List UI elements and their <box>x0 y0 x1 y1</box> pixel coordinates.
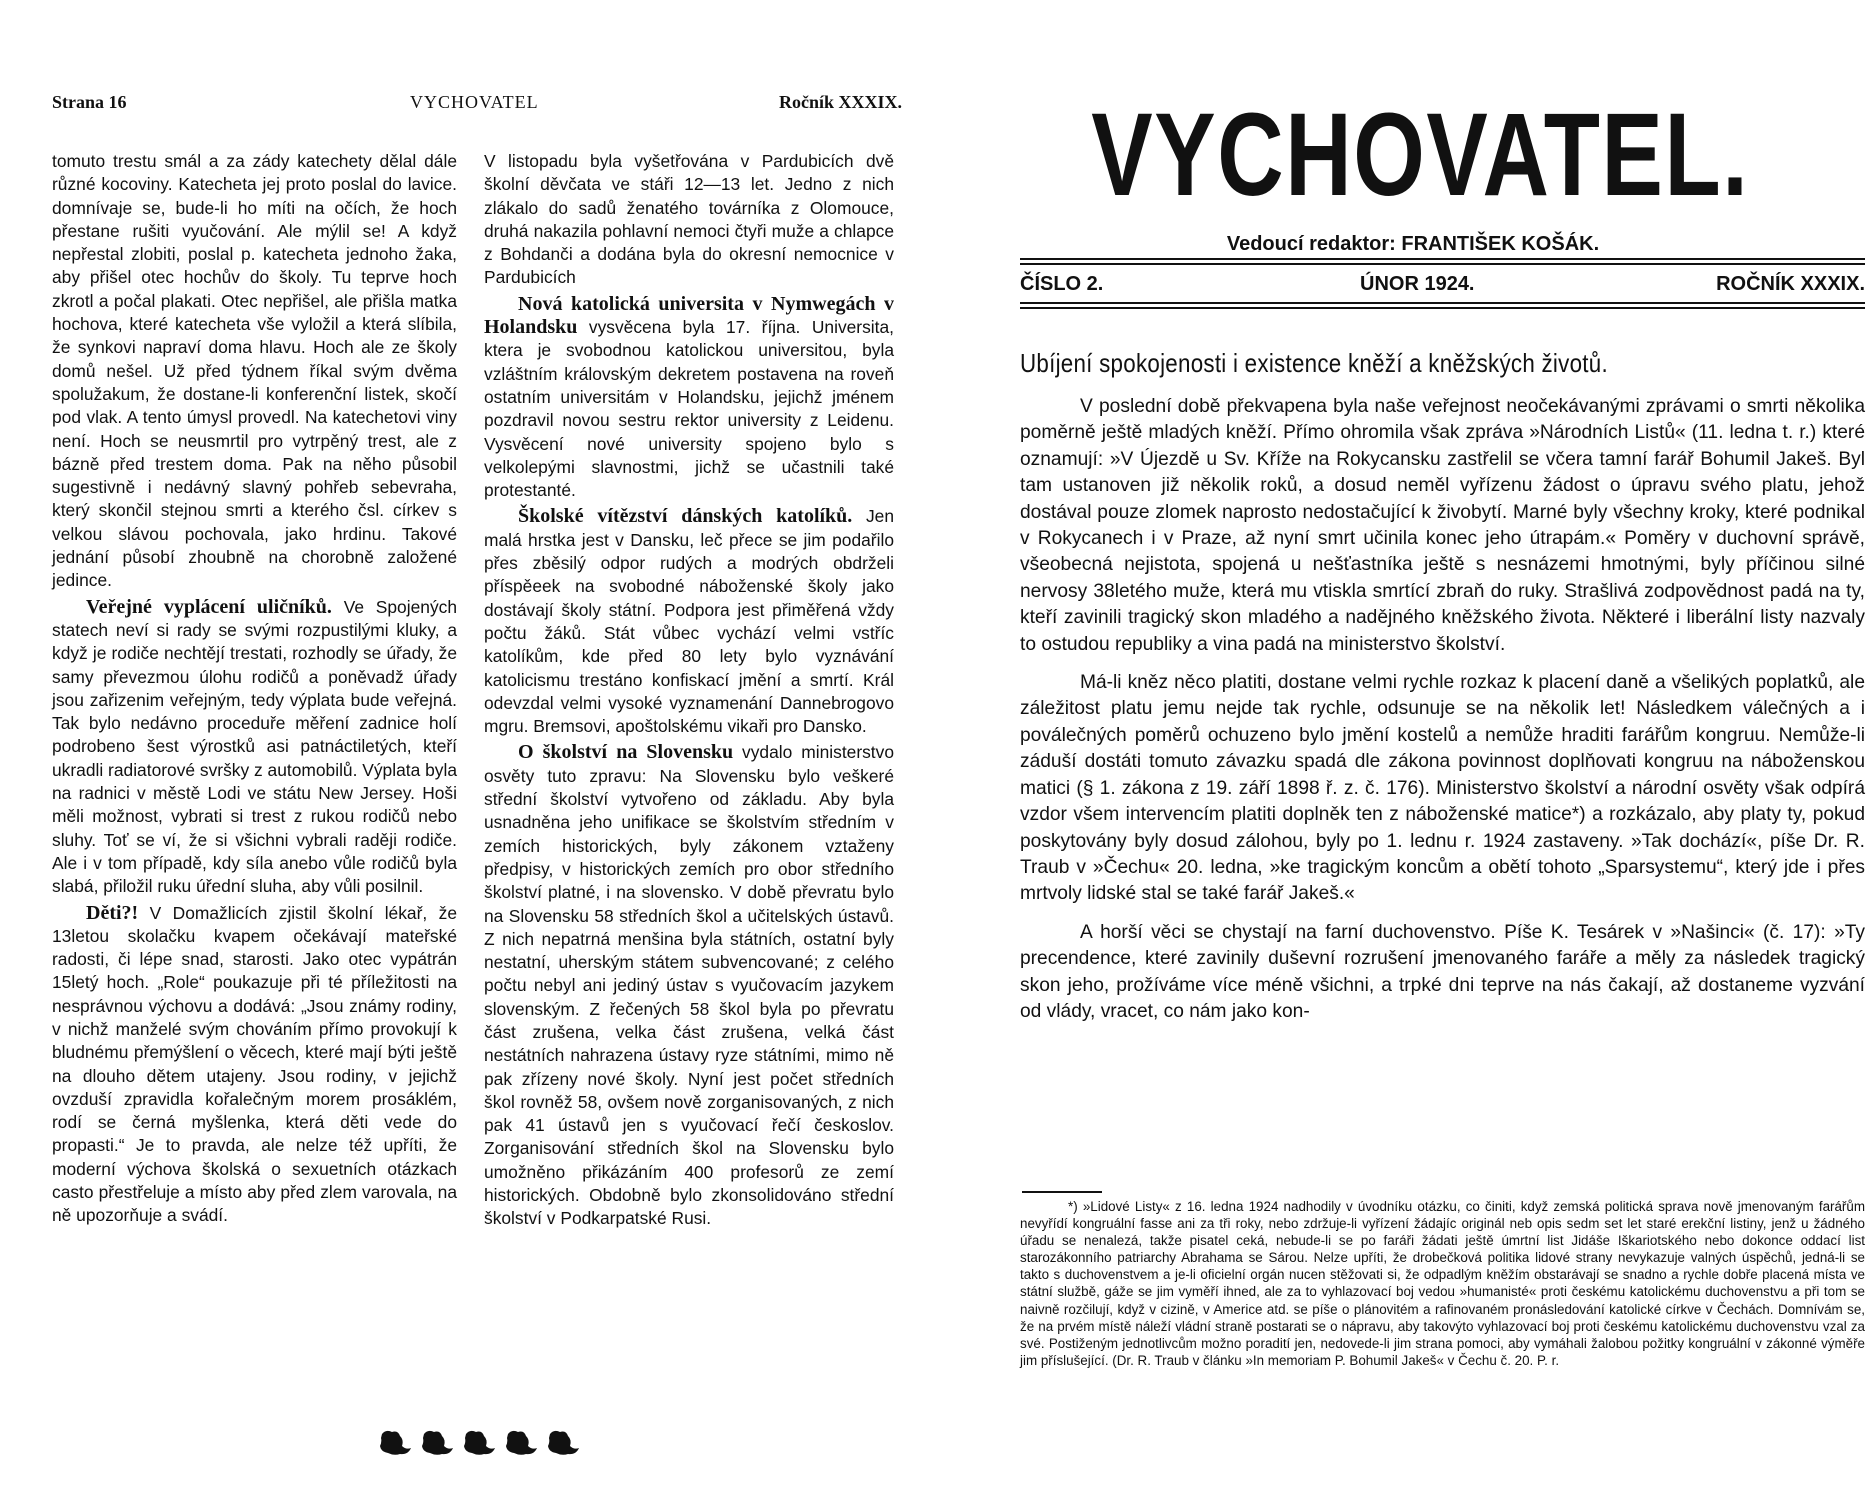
article-paragraph <box>484 505 894 738</box>
article-text: Jen malá hrstka jest v Dansku, leč přece se jim podařilo přes zběsilý odpor rudých a modrých obdrželi příspěeek na svobodné náboženské školy jako dostávají školy státní. Podpora jest přiměřená vždy počtu žáků. Stát vůbec vychází velmi vstříc katolíkům, kde před 80 lety bylo vyznávání katolicismu trestáno konfiskací jmění a smrtí. Král odevzdal velmi vysoké vyznamenání Dannebrogovo mgru. Bremsovi, apoštolskému vikaři pro Dansko. <box>484 506 894 737</box>
ornament-row <box>378 1428 580 1458</box>
masthead-title: VYCHOVATEL. <box>1091 89 1750 221</box>
ornament-icon <box>504 1428 538 1458</box>
masthead-rule-top <box>1020 258 1865 268</box>
article-text: vydalo ministerstvo osvěty tuto zpravu: Na Slovensku bylo veškeré střední školství vytvořeno od základu. Aby byla usnadněna jeho unifikace se školstvím středním v zemích historických, byly zákonem vztaženy předpisy, v historických zemích pro obor středního školství platné, i na slovensko. V době převratu bylo na Slovensku 58 středních škol a učitelských ústavů. Z nich nepatrná menšina byla státních, ostatní byly nestatní, uherským státem subvencované; z celého počtu nebyl ani jediný ústav s vyučovacím jazykem slovenským. Z řečených 58 škol byla po převratu část zrušena, velka část zrušena, velká část nestátních nahrazena ústavy ryze státními, mimo ně pak zřízeny nové školy. Nyní jest počet středních škol rovněž 58, ovšem nově zorganisovaných, z nich pak 41 ústavů jen s vyučovací řečí českoslov. Zorganisování středních škol na Slovensku bylo umožněno přikázáním 400 profesorů ze zemí historických. Obdobně bylo zkonsolidováno střední školství v Podkarpatské Rusi. <box>484 742 895 1229</box>
article-paragraph: Má-li kněz něco platiti, dostane velmi rychle rozkaz k placení daně a všelikých poplatků, ale záležitost platu jemu nejde tak rychle, odsunuje se na několik let! Následkem válečných a i poválečných poměrů ochuzeno bylo jmění kostelů a nemůže hraditi farářům kongruu. Nemůže-li záduší dostáti tomuto závazku spadá dle zákona povinnost doplňovati kongruu na náboženskou matici (§ 1. zákona z 19. září 1898 ř. z. č. 176). Ministerstvo školství a národní osvěty však odpírá vzdor všem intervencím platiti doplněk ten z náboženské matice*) a rozkázalo, aby platy ty, pokud poskytovány byly dosud zálohou, byly po 1. lednu r. 1924 zastaveny. »Tak dochází«, píše Dr. R. Traub v »Čechu« 20. ledna, »ke tragickým koncům a obětí tohoto „Sparsystemu“, který jde i přes mrtvoly lidské stal se také farář Jakeš.« <box>1020 672 1865 905</box>
page-number: Strana 16 <box>52 92 127 112</box>
footnote <box>1020 1198 1865 1369</box>
article-paragraph <box>484 293 894 503</box>
article-text: V Domažlicích zjistil školní lékař, že 13letou skolačku kvapem očekávají mateřské radosti, či lépe snad, starosti. Jako otec vypátrán 15letý hoch. „Role“ poukazuje při té příležitosti na nesprávnou výchovu a dodává: „Jsou známy rodiny, v nichž manželé svým chováním přímo provokují k bludnému přemýšlení o věcech, které mají býti ještě na dlouho dětem utajeny. Jsou rodiny, v jejichž ovzduší zpravidla kořalečným morem prosáklém, rodí se černá myšlenka, která děti vede do propasti.“ Je to pravda, ale nelze též upříti, že moderní výchova školská o sexuetních otázkach casto přestřeluje a místo aby před zlem varovala, na ně upozorňuje a svádí. <box>52 902 457 1226</box>
footnote-rule <box>1022 1191 1102 1193</box>
article-heading: Děti?! <box>86 901 139 924</box>
ornament-icon <box>546 1428 580 1458</box>
left-column-2 <box>484 150 894 1231</box>
article-heading: Veřejné vyplácení uličníků. <box>86 595 332 618</box>
article-paragraph <box>52 596 457 899</box>
article-text: Ve Spojených statech neví si rady se svými rozpustilými kluky, a když je rodiče nechtějí trestati, rozhodly se úřady, že samy převezmou úlohu rodičů a poněvadž úřady jsou zařizenim veřejným, tedy výplata bude veřejná. Tak bylo nedávno proceduře měření zadnice holí podrobeno šest výrostků asi patnáctiletých, kteří ukradli radiatorové svršky z automobilů. Výplata byla na radnici v městě Lodi ve státu New Jersey. Hoši měli možnost, vybrati si trest z rukou rodičů nebo sluhy. Toť se ví, že si všichni vybrali raději rodiče. Ale i v tom případě, kdy síla anebo vůle rodičů byla slabá, přiložil ruku úřední sluha, aby vůli posilnil. <box>52 596 458 897</box>
masthead-rule-bottom <box>1020 302 1865 312</box>
issue-date: ÚNOR 1924. <box>1360 273 1475 295</box>
article-text: vysvěcena byla 17. října. Universita, ktera je svobodnou katolickou universitou, byla vzláštním královským dekretem postavena na roveň ostatním universitám v Holandsku, jejichž jménem pozdravil novou sestru rektor university z Leidenu. Vysvěcení nové university spojeno bylo s velkolepými slavnostmi, jichž se učastnili také protestanté. <box>484 317 894 501</box>
article-text: V listopadu byla vyšetřována v Pardubicích dvě školní děvčata ve stáři 12—13 let. Jedno z nich zlákalo do sadů ženatého továrníka z Olomouce, druhá nakazila pohlavní nemoci čtyři muže a chlapce z Bohdanči a dodána byla do okresní nemocnice v Pardubicích <box>484 151 894 288</box>
article-heading: Nová katolická universita v Nymwegách v Holandsku <box>484 292 894 339</box>
article-body <box>1020 394 1865 1025</box>
ornament-icon <box>462 1428 496 1458</box>
volume-label: Ročník XXXIX. <box>778 92 902 112</box>
article-paragraph <box>484 741 894 1230</box>
ornament-icon <box>420 1428 454 1458</box>
article-paragraph <box>484 150 894 290</box>
article-paragraph <box>52 150 457 593</box>
article-title: Ubíjení spokojenosti i existence kněží a kněžských životů. <box>1020 348 1608 378</box>
journal-name: VYCHOVATEL <box>410 92 539 112</box>
editor-line: Vedoucí redaktor: FRANTIŠEK KOŠÁK. <box>1226 233 1600 255</box>
article-heading: O školství na Slovensku <box>518 741 734 764</box>
article-heading: Školské vítězství dánských katolíků. <box>518 505 853 528</box>
article-paragraph <box>52 902 457 1228</box>
article-paragraph: V poslední době překvapena byla naše veřejnost neočekávanými zprávami o smrti několika poměrně ještě mladých kněží. Přímo ohromila však zpráva »Národních Listů« (11. ledna t. r.) které oznamují: »V Újezdě u Sv. Kříže na Rokycansku zastřelil se včera tamní farář Bohumil Jakeš. Byl tam ustanoven již několik roků, a dosud neměl vyřízenu žádost o úpravu svého platu, jehož dostával pouze zlomek naprosto nedostačující k živobytí. Marné byly všechny kroky, které podnikal v Rokycanech i v Praze, až nyní smrt učinila konec jeho útrapám.« Poměry v duchovní správě, všeobecná nejistota, spojená u nešťastníka ještě s nesnázemi hmotnými, byly příčinou silné nervosy 38letého muže, která mu vtiskla smrtící zbraň do ruky. Strašlivá zodpovědnost padá na ty, kteří zavinili tragický skon mladého a nadějného kněžského života. Některé i liberální listy nazvaly to ostudou republiky a vina padá na ministerstvo školství. <box>1020 396 1865 655</box>
running-head <box>52 92 902 116</box>
right-page <box>960 0 1866 1500</box>
article-text: tomuto trestu smál a za zády katechety dělal dále různé kocoviny. Katecheta jej proto poslal do lavice. domnívaje se, bude-li ho míti na očích, že hoch přestane rušiti vyučování. Ale mýlil se! A když nepřestal zlobiti, poslal p. katecheta jednoho žaka, aby přišel otec hochův do školy. Tu teprve hoch zkrotl a počal plakati. Otec nepřišel, ale přišla matka hochova, které katecheta vše vyložil a která slíbila, že synkovi napraví doma hlavu. Hoch ale ze školy domů nešel. Už před týdnem říkal svým dvěma spolužakum, že dostane-li konferenční listek, skočí pod vlak. A tento úmysl provedl. Na katechetovi viny není. Hoch se neusmrtil pro vytrpěný trest, ale z bázně před trestem doma. Pak na něho působil sugestivně i nedávný slavný pohřeb sebevraha, který skončil stejnou smrti a kterého čsl. církev s velkou slávou pochovala, jako hrdinu. Takové jednání působí zhoubně na chorobně založené jedince. <box>52 151 457 591</box>
issue-line <box>1020 273 1865 299</box>
issue-number: ČÍSLO 2. <box>1020 273 1104 295</box>
ornament-icon <box>378 1428 412 1458</box>
volume-number: ROČNÍK XXXIX. <box>1716 273 1865 295</box>
article-paragraph: A horší věci se chystají na farní duchovenstvo. Píše K. Tesárek v »Našinci« (č. 17): »Ty precendence, které zavinily duševní rozrušení jmenovaného faráře a měly za následek tragický skon jeho, prožíváme více méně všichni, a trpké dni teprve na nás čakají, až dostaneme vyzvání od vlády, vracet, co nám jako kon- <box>1020 921 1865 1022</box>
left-column-1 <box>52 150 457 1228</box>
footnote-text: *) »Lidové Listy« z 16. ledna 1924 nadhodily v úvodníku otázku, co činiti, když zemská politická sprava nově jmenovaným farářům nevyřídí kongruální fasse ani za tři roky, nebo zdržuje-li vyřízení žádajíc originál neb opis sedm set let staré erekční listiny, jenž u žádného úřadu se nenalezá, takže pisatel ceká, nebude-li se po faráři žádati ještě úmrtní list Jidáše Iškariotského nebo dokonce oddací list starozákonního patriarchy Abrahama se Sárou. Nelze upříti, že drobečková politika lidové strany nevykazuje valných úspěchů, jedná-li se takto s duchovenstvem a je-li oficielní orgán nucen stěžovati si, že odpadlým kněžím obstarávají se snadno a rychle dobře placená místa ve státní službě, gáže se jim vyměří ihned, ale za to vyhlazovací boj vedou »humanisté« proti českému katolickému duchovenstvu a při tom se naivně rozčilují, když v cizině, v Americe atd. se píše o plánovitém a rafinovaném pronásledování katolické církve v Čechách. Domnívám se, že na prvém místě náleží vládní straně postarati se o nápravu, aby takovýto vyhlazovací boj proti českému katolickému duchovenstvu vzal za své. Postiženým jednotlivcům možno poradití jen, nedovede-li jim strana pomoci, aby vymáhali žalobou požitky kongruální v zákonné výměře jim příslušející. (Dr. R. Traub v článku »In memoriam P. Bohumil Jakeš« v Čechu č. 20. P. r. <box>1020 1199 1865 1368</box>
left-page <box>0 0 930 1500</box>
